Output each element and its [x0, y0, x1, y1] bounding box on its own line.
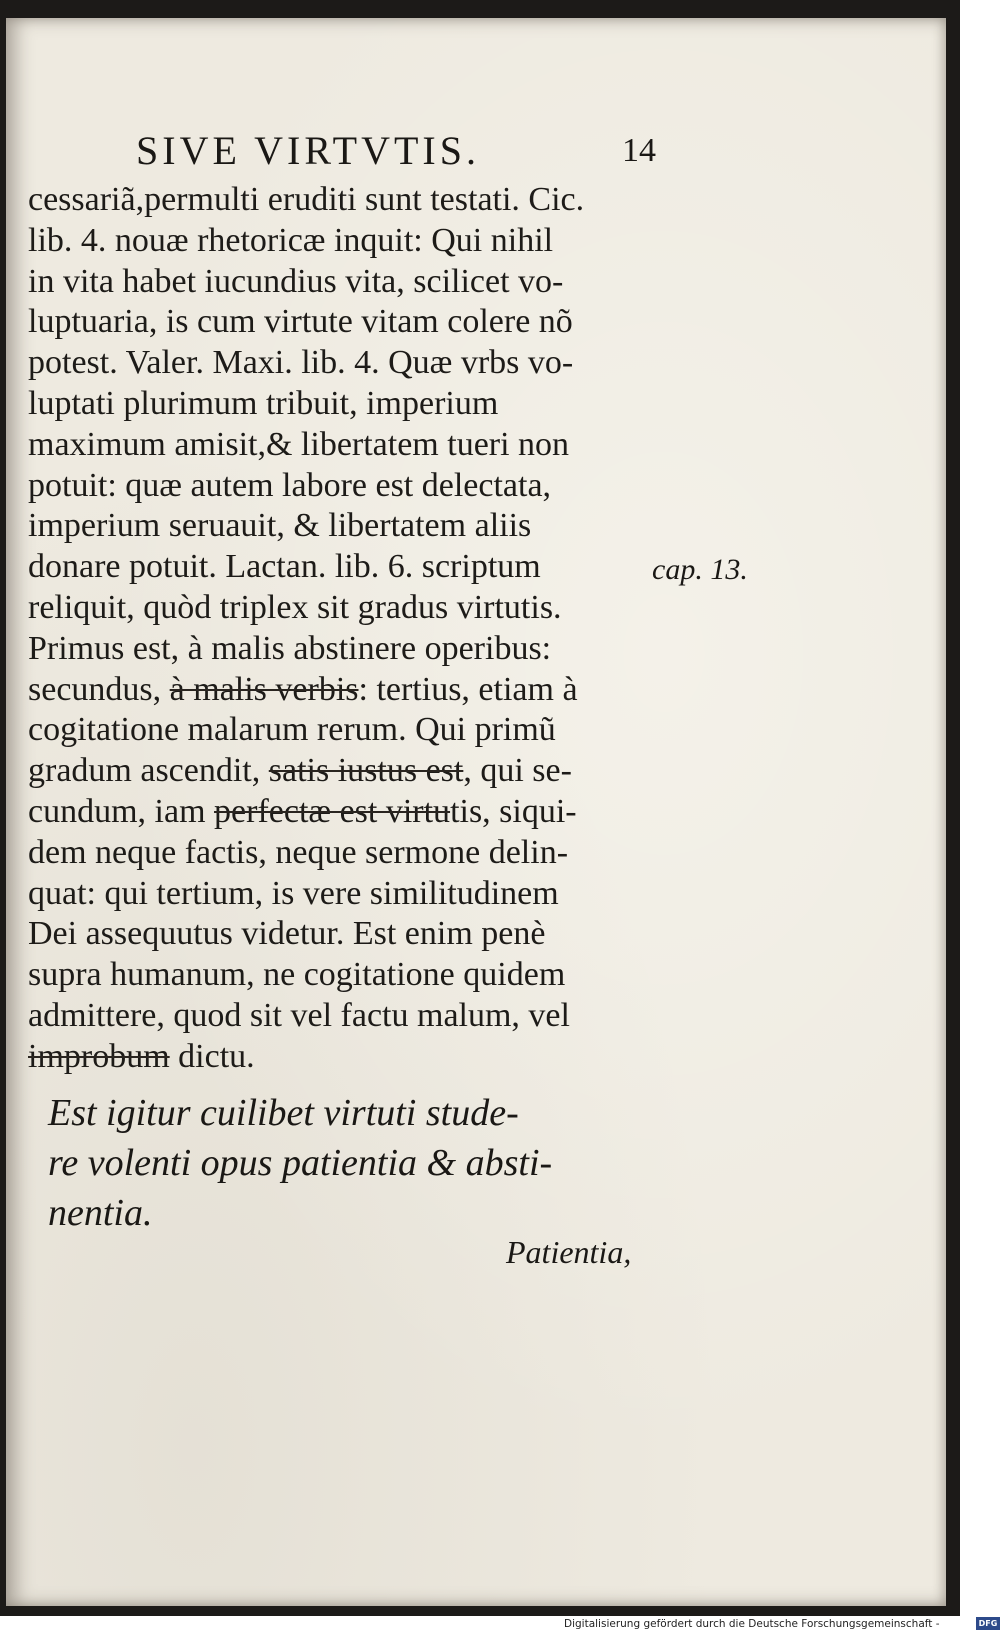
text-line: donare potuit. Lactan. lib. 6. scriptum — [28, 548, 541, 586]
closing-sentence — [48, 1088, 688, 1238]
line-text: dictu. — [169, 1037, 255, 1075]
text-line: dem neque factis, neque sermone delin- — [28, 833, 569, 871]
text-line: supra humanum, ne cogitatione quidem — [28, 956, 566, 994]
text-line: cessariã,permulti eruditi sunt testati. Cic. — [28, 181, 585, 218]
page-number: 14 — [622, 132, 656, 169]
text-line: lib. 4. nouæ rhetoricæ inquit: Qui nihil — [28, 221, 554, 259]
credit-text: Digitalisierung gefördert durch die Deutsche Forschungsgemeinschaft - — [564, 1618, 940, 1630]
line-text: , qui se- — [463, 752, 572, 790]
running-title: SIVE VIRTVTIS. — [136, 128, 480, 173]
text-line: maximum amisit,& libertatem tueri non — [28, 425, 570, 463]
running-head — [136, 128, 656, 174]
closing-line: re volenti opus patientia & absti- — [48, 1142, 553, 1184]
dfg-logo: DFG — [976, 1617, 1000, 1630]
text-line: Dei assequutus videtur. Est enim penè — [28, 915, 546, 953]
text-line — [28, 1037, 688, 1078]
text-line: luptuaria, is cum virtute vitam colere nõ — [28, 303, 573, 341]
line-text: : tertius, etiam à — [358, 670, 578, 708]
struck-through-text: perfectæ est virtu — [214, 792, 451, 830]
line-text: cundum, iam — [28, 792, 215, 830]
text-line: luptati plurimum tribuit, imperium — [28, 384, 499, 422]
text-line: reliquit, quòd triplex sit gradus virtutis. — [28, 588, 562, 626]
text-line — [28, 670, 688, 711]
struck-through-text: improbum — [28, 1037, 170, 1075]
text-line: Primus est, à malis abstinere operibus: — [28, 629, 552, 667]
digitization-credit — [564, 1616, 1000, 1632]
text-line — [28, 751, 688, 792]
text-line: cogitatione malarum rerum. Qui primũ — [28, 711, 556, 749]
text-line: imperium seruauit, & libertatem aliis — [28, 507, 532, 545]
text-line: quat: qui tertium, is vere similitudinem — [28, 874, 559, 912]
text-line: in vita habet iucundius vita, scilicet vo- — [28, 262, 564, 300]
closing-line: nentia. — [48, 1192, 153, 1234]
margin-note: cap. 13. — [652, 553, 748, 586]
struck-through-text: à malis verbis — [169, 670, 359, 708]
line-text: tis, siqui- — [450, 792, 577, 830]
text-line: potest. Valer. Maxi. lib. 4. Quæ vrbs vo- — [28, 344, 574, 382]
text-line — [28, 792, 688, 833]
struck-through-text: satis iustus est — [268, 752, 464, 790]
line-text: secundus, — [28, 670, 170, 708]
text-line: admittere, quod sit vel factu malum, vel — [28, 996, 570, 1034]
closing-line: Est igitur cuilibet virtuti stude- — [48, 1092, 519, 1134]
text-line: potuit: quæ autem labore est delectata, — [28, 466, 552, 504]
catchword: Patientia, — [506, 1234, 632, 1270]
line-text: gradum ascendit, — [28, 752, 269, 790]
body-text — [28, 180, 688, 1078]
